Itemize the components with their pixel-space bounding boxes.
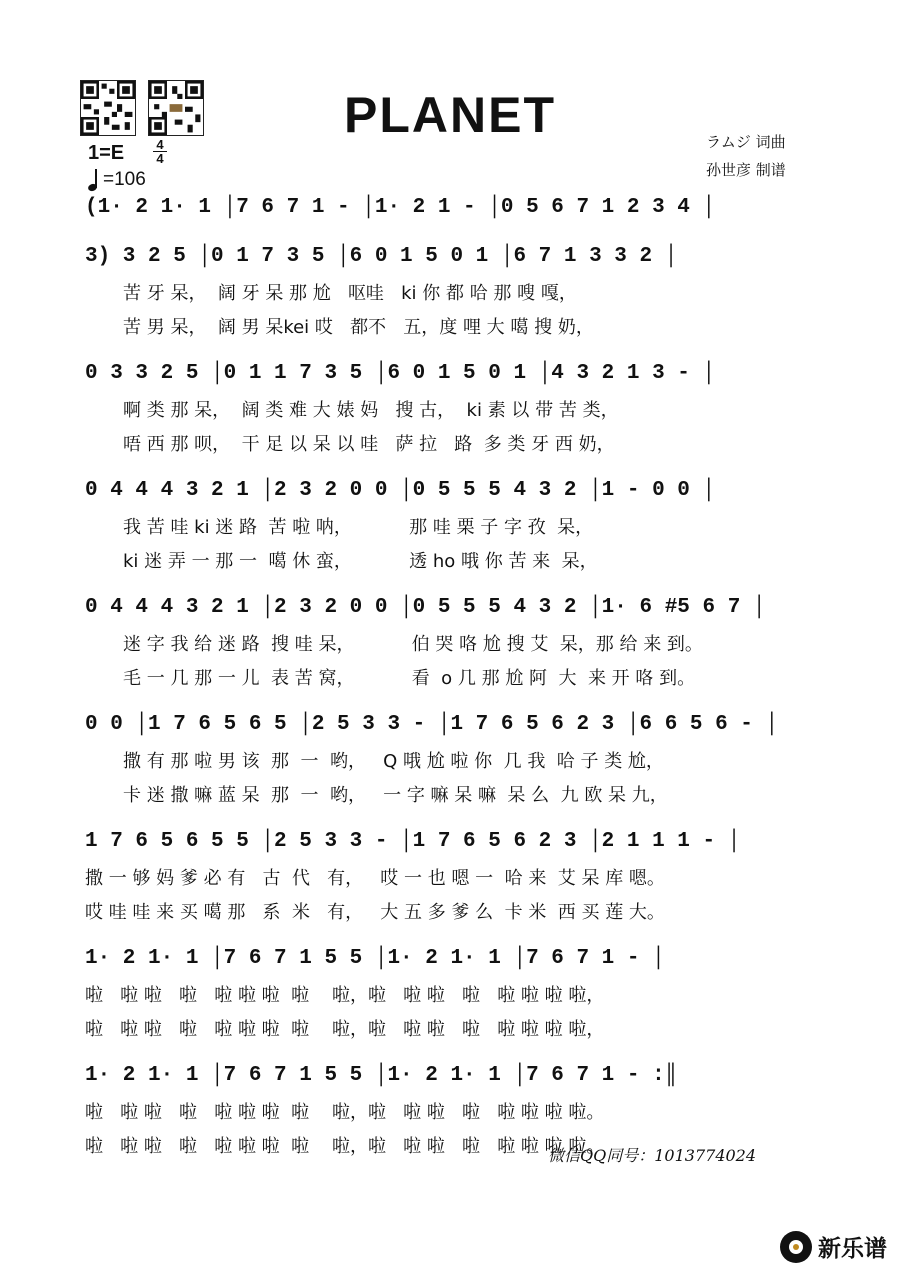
lyric-verse-1: 撒 有 那 啦 男 该 那 一 哟， Q 哦 尬 啦 你 几 我 哈 子 类 尬，	[123, 751, 664, 772]
time-signature-top: 4	[156, 137, 164, 152]
notes-row: 0 0 │1 7 6 5 6 5 │2 5 3 3 - │1 7 6 5 6 2 3 │6 6 5 6 - │	[85, 713, 779, 736]
time-signature-bottom: 4	[156, 151, 164, 166]
notes-row: 1· 2 1· 1 │7 6 7 1 5 5 │1· 2 1· 1 │7 6 7 1 - :║	[85, 1064, 678, 1087]
lyricist-composer: ラムジ 词曲	[706, 133, 786, 151]
tempo-value: =106	[103, 169, 146, 190]
score-line	[85, 471, 820, 579]
score-line	[85, 354, 820, 462]
arranger: 孙世彦 制谱	[706, 161, 786, 179]
numbered-notation-score	[85, 188, 820, 1164]
score-line	[85, 822, 820, 930]
key-signature: 1=E	[88, 142, 125, 164]
lyric-verse-1: 啊 类 那 呆， 阔 类 难 大 婊 妈 搜 古， ki 素 以 带 苦 类，	[123, 400, 619, 421]
score-line	[85, 705, 820, 813]
notes-row: 0 4 4 4 3 2 1 │2 3 2 0 0 │0 5 5 5 4 3 2 │1 - 0 0 │	[85, 479, 716, 502]
time-signature	[152, 138, 168, 165]
lyric-verse-2: 啦 啦 啦 啦 啦 啦 啦 啦 啦，啦 啦 啦 啦 啦 啦 啦 啦。	[85, 1136, 605, 1157]
credits	[706, 128, 786, 184]
score-line	[85, 237, 820, 345]
lyric-verse-2: 哎 哇 哇 来 买 噶 那 系 米 有， 大 五 多 爹 么 卡 米 西 买 莲 大。	[85, 902, 665, 923]
notes-row: (1· 2 1· 1 │7 6 7 1 - │1· 2 1 - │0 5 6 7 1 2 3 4 │	[85, 196, 716, 219]
notes-row: 0 3 3 2 5 │0 1 1 7 3 5 │6 0 1 5 0 1 │4 3 2 1 3 - │	[85, 362, 716, 385]
contact-info: 微信QQ同号：1013774024	[548, 1146, 757, 1165]
lyric-verse-2: 苦 男 呆， 阔 男 呆kei 哎 都不 五，度 哩 大 噶 搜 奶，	[123, 317, 594, 338]
lyric-verse-1: 苦 牙 呆， 阔 牙 呆 那 尬 呕哇 ki 你 都 哈 那 嗖 嘎，	[123, 283, 577, 304]
lyric-verse-2: ki 迷 弄 一 那 一 噶 休 蛮， 透 ho 哦 你 苦 来 呆，	[123, 551, 598, 572]
notes-row: 3) 3 2 5 │0 1 7 3 5 │6 0 1 5 0 1 │6 7 1 3 3 2 │	[85, 245, 678, 268]
notes-row: 1· 2 1· 1 │7 6 7 1 5 5 │1· 2 1· 1 │7 6 7 1 - │	[85, 947, 665, 970]
notes-row: 1 7 6 5 6 5 5 │2 5 3 3 - │1 7 6 5 6 2 3 │2 1 1 1 - │	[85, 830, 741, 853]
score-line	[85, 588, 820, 696]
record-disc-icon	[780, 1231, 812, 1263]
lyric-verse-1: 啦 啦 啦 啦 啦 啦 啦 啦 啦，啦 啦 啦 啦 啦 啦 啦 啦，	[85, 985, 605, 1006]
lyric-verse-1: 撒 一 够 妈 爹 必 有 古 代 有， 哎 一 也 嗯 一 哈 来 艾 呆 库 嗯。	[85, 868, 665, 889]
lyric-verse-2: 唔 西 那 呗， 干 足 以 呆 以 哇 萨 拉 路 多 类 牙 西 奶，	[123, 434, 615, 455]
lyric-verse-1: 啦 啦 啦 啦 啦 啦 啦 啦 啦，啦 啦 啦 啦 啦 啦 啦 啦。	[85, 1102, 605, 1123]
brand-name: 新乐谱	[818, 1236, 887, 1262]
score-line	[85, 188, 820, 228]
lyric-verse-2: 啦 啦 啦 啦 啦 啦 啦 啦 啦，啦 啦 啦 啦 啦 啦 啦 啦，	[85, 1019, 605, 1040]
brand-logo	[780, 1230, 887, 1263]
song-title: PLANET	[344, 87, 556, 143]
lyric-verse-1: 迷 字 我 给 迷 路 搜 哇 呆， 伯 哭 咯 尬 搜 艾 呆，那 给 来 到。	[123, 634, 703, 655]
lyric-verse-2: 卡 迷 撒 嘛 蓝 呆 那 一 哟， 一 字 嘛 呆 嘛 呆 么 九 欧 呆 九，	[123, 785, 668, 806]
score-line	[85, 939, 820, 1047]
lyric-verse-2: 毛 一 几 那 一 儿 表 苦 窝， 看 o 几 那 尬 阿 大 来 开 咯 到。	[123, 668, 696, 689]
notes-row: 0 4 4 4 3 2 1 │2 3 2 0 0 │0 5 5 5 4 3 2 │1· 6 #5 6 7 │	[85, 596, 766, 619]
lyric-verse-1: 我 苦 哇 ki 迷 路 苦 啦 呐， 那 哇 栗 子 字 孜 呆，	[123, 517, 594, 538]
